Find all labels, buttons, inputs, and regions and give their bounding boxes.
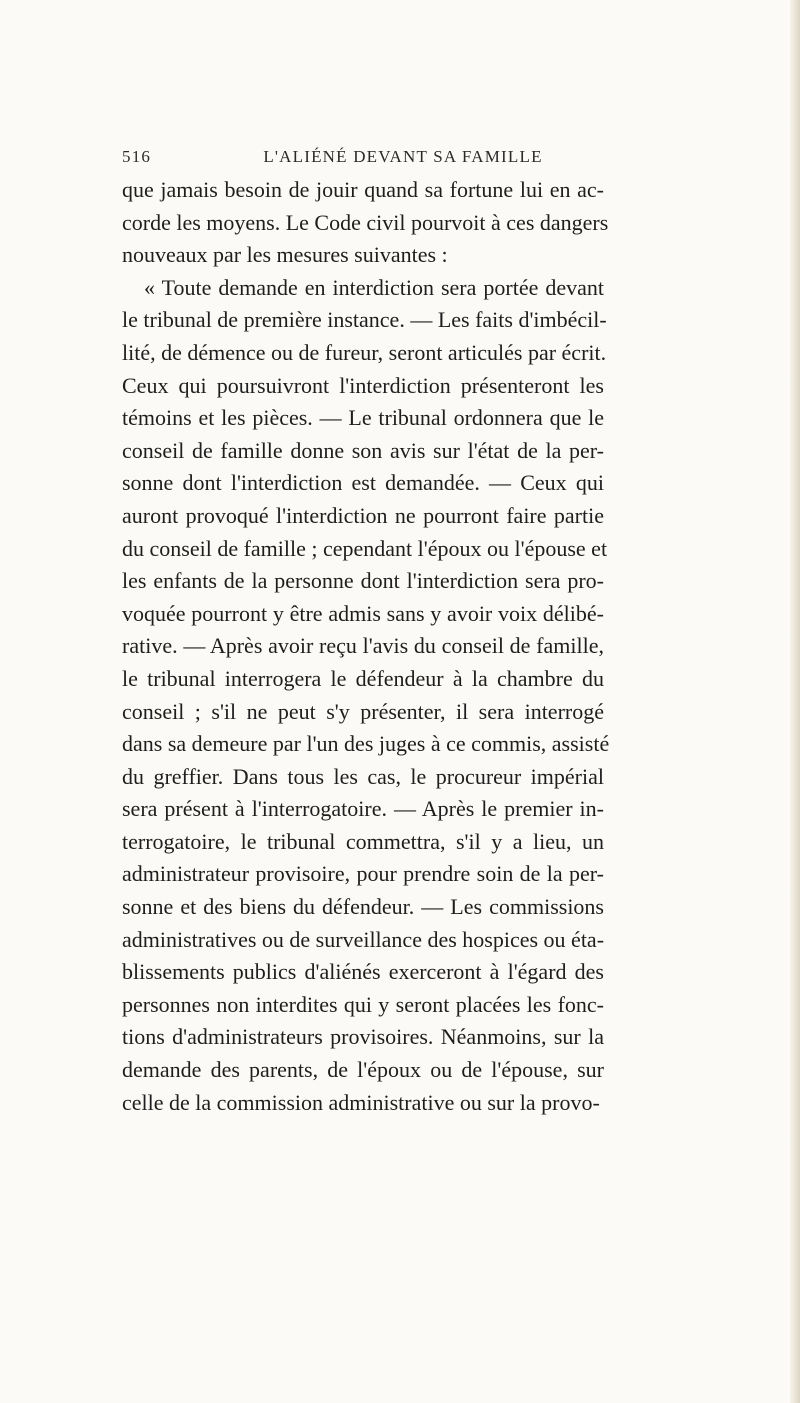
text-line: sonne et des biens du défendeur. — Les commissions	[122, 894, 604, 920]
text-line: nouveaux par les mesures suivantes :	[122, 242, 448, 268]
body-text	[122, 174, 610, 1119]
text-line: le tribunal de première instance. — Les faits d'imbécil-	[122, 307, 607, 333]
text-line: du greffier. Dans tous les cas, le procureur impérial	[122, 763, 604, 789]
text-line: conseil ; s'il ne peut s'y présenter, il sera interrogé	[122, 698, 604, 724]
text-line: celle de la commission administrative ou sur la provo-	[122, 1089, 600, 1115]
text-line: les enfants de la personne dont l'interdiction sera pro-	[122, 568, 604, 594]
text-line: blissements publics d'aliénés exerceront à l'égard des	[122, 959, 604, 985]
text-line: sonne dont l'interdiction est demandée. — Ceux qui	[122, 470, 604, 496]
running-header	[122, 147, 604, 169]
running-title: L'ALIÉNÉ DEVANT SA FAMILLE	[263, 147, 543, 166]
text-line: personnes non interdites qui y seront placées les fonc-	[122, 991, 604, 1017]
page-number: 516	[122, 147, 152, 166]
text-line: du conseil de famille ; cependant l'époux ou l'épouse et	[122, 535, 608, 561]
text-line: terrogatoire, le tribunal commettra, s'il y a lieu, un	[122, 828, 604, 854]
text-line: dans sa demeure par l'un des juges à ce commis, assisté	[122, 731, 610, 757]
text-line: Ceux qui poursuivront l'interdiction présenteront les	[122, 372, 604, 398]
page-edge-shadow	[790, 0, 800, 1403]
text-line: rative. — Après avoir reçu l'avis du conseil de famille,	[122, 633, 604, 659]
text-line: le tribunal interrogera le défendeur à la chambre du	[122, 665, 604, 691]
text-line: « Toute demande en interdiction sera portée devant	[144, 274, 604, 300]
text-line: tions d'administrateurs provisoires. Néanmoins, sur la	[122, 1024, 604, 1050]
text-line: administrateur provisoire, pour prendre soin de la per-	[122, 861, 604, 887]
text-line: que jamais besoin de jouir quand sa fortune lui en ac-	[122, 177, 604, 202]
text-line: voquée pourront y être admis sans y avoir voix délibé-	[122, 600, 604, 626]
text-line: corde les moyens. Le Code civil pourvoit à ces dangers	[122, 209, 609, 235]
text-line: lité, de démence ou de fureur, seront articulés par écrit.	[122, 339, 607, 365]
text-line: demande des parents, de l'époux ou de l'épouse, sur	[122, 1057, 604, 1083]
text-line: administratives ou de surveillance des hospices ou éta-	[122, 926, 605, 952]
text-line: sera présent à l'interrogatoire. — Après le premier in-	[122, 796, 604, 822]
text-line: témoins et les pièces. — Le tribunal ordonnera que le	[122, 405, 604, 431]
text-line: conseil de famille donne son avis sur l'état de la per-	[122, 437, 604, 463]
text-line: auront provoqué l'interdiction ne pourront faire partie	[122, 502, 604, 528]
